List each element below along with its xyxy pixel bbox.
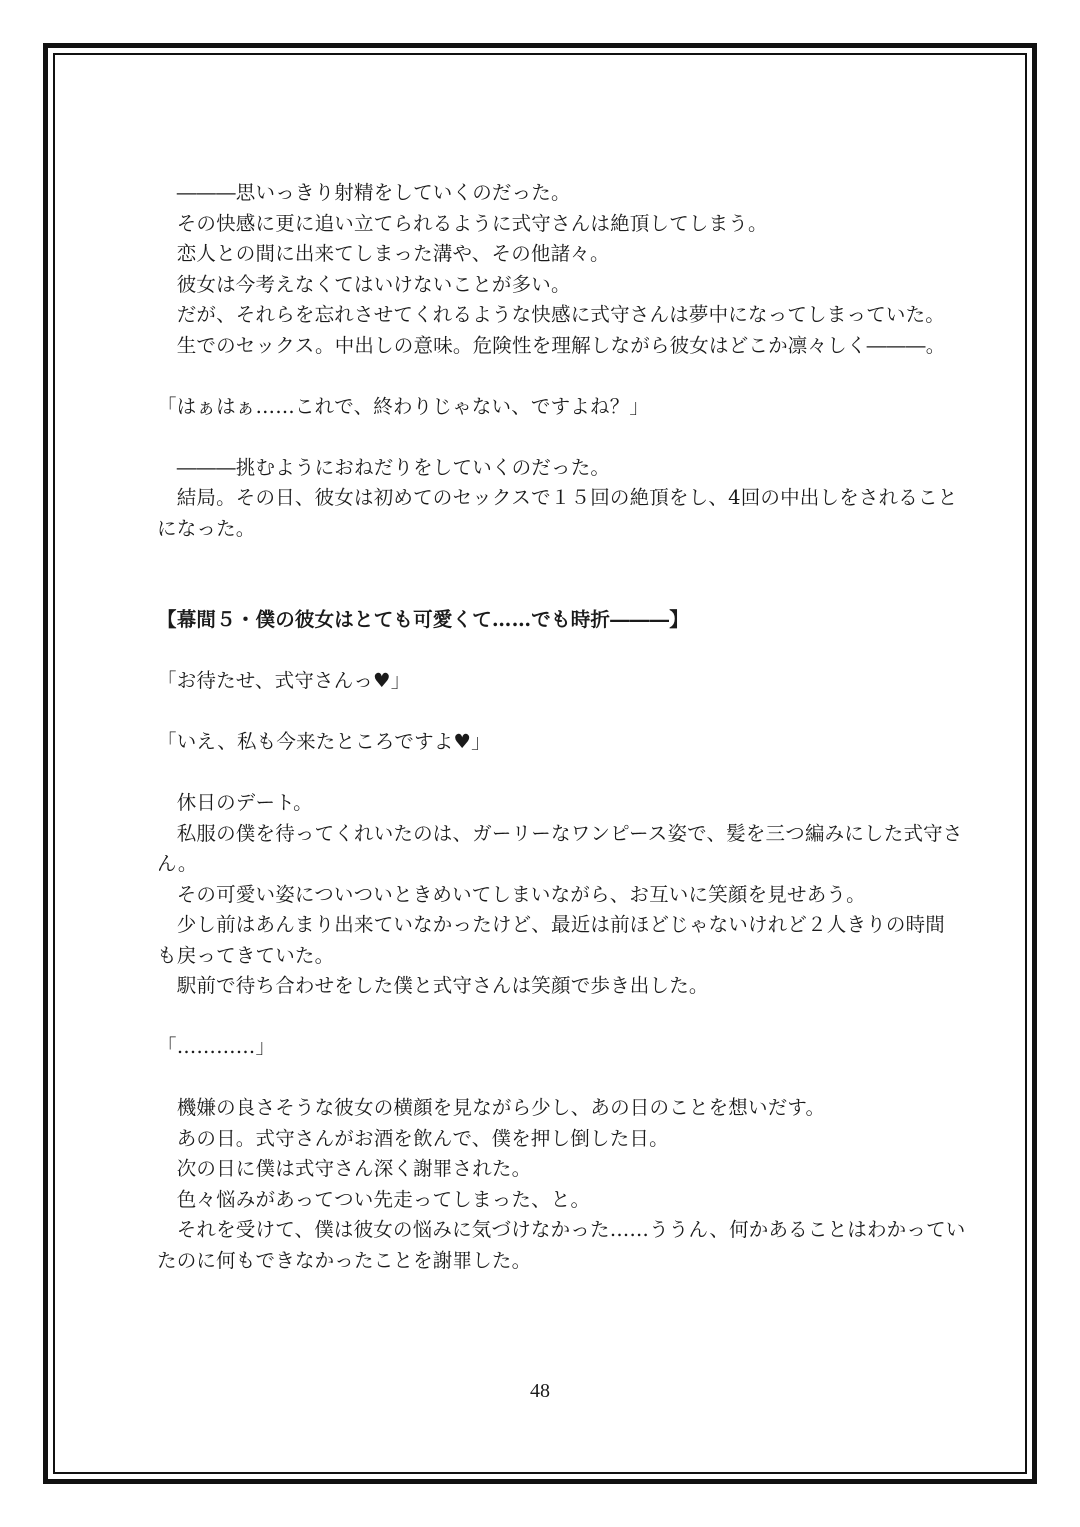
dialogue-line: 「はぁはぁ……これで、終わりじゃない、ですよね？」 xyxy=(157,394,650,418)
text-line: ん。 xyxy=(157,852,198,875)
text-line: 駅前で待ち合わせをした僕と式守さんは笑顔で歩き出した。 xyxy=(157,974,709,997)
text-line: あの日。式守さんがお酒を飲んで、僕を押し倒した日。 xyxy=(157,1126,669,1150)
blank-line xyxy=(157,1063,937,1094)
blank-line xyxy=(157,1002,937,1033)
blank-line xyxy=(157,361,937,392)
text-line: になった。 xyxy=(157,516,256,540)
blank-line xyxy=(157,422,937,453)
text-line: ―――挑むようにおねだりをしていくのだった。 xyxy=(157,455,611,479)
text-line: 私服の僕を待ってくれいたのは、ガーリーなワンピース姿で、髪を三つ編みにした式守さ xyxy=(157,821,963,845)
dialogue-line: 「お待たせ、式守さんっ♥」 xyxy=(157,669,411,692)
blank-line xyxy=(157,758,937,789)
dialogue-line: 「いえ、私も今来たところですよ♥」 xyxy=(157,730,491,753)
text-line: 休日のデート。 xyxy=(157,791,313,814)
text-line: たのに何もできなかったことを謝罪した。 xyxy=(157,1248,532,1272)
section-heading: 【幕間５・僕の彼女はとても可愛くて……でも時折―――】 xyxy=(157,608,689,631)
body-text xyxy=(157,178,966,1276)
text-line: ―――思いっきり射精をしていくのだった。 xyxy=(157,181,571,204)
text-line: 生でのセックス。中出しの意味。危険性を理解しながら彼女はどこか凛々しく―――。 xyxy=(157,333,946,357)
text-line: 結局。その日、彼女は初めてのセックスで１５回の絶頂をし、4回の中出しをされること xyxy=(157,486,958,509)
blank-line xyxy=(157,697,937,728)
text-line: 彼女は今考えなくてはいけないことが多い。 xyxy=(157,272,571,296)
text-line: 次の日に僕は式守さん深く謝罪された。 xyxy=(157,1157,532,1180)
blank-line xyxy=(157,636,937,667)
text-line: その快感に更に追い立てられるように式守さんは絶頂してしまう。 xyxy=(157,211,768,235)
text-line: 少し前はあんまり出来ていなかったけど、最近は前ほどじゃないけれど２人きりの時間 xyxy=(157,913,946,936)
blank-line xyxy=(157,544,937,575)
text-line: 恋人との間に出来てしまった溝や、その他諸々。 xyxy=(157,242,610,265)
text-line: それを受けて、僕は彼女の悩みに気づけなかった……ううん、何かあることはわかってい xyxy=(157,1218,966,1241)
page-number: 48 xyxy=(530,1380,550,1402)
text-line: その可愛い姿についついときめいてしまいながら、お互いに笑顔を見せあう。 xyxy=(157,882,866,906)
text-line: 機嫌の良さそうな彼女の横顔を見ながら少し、あの日のことを想いだす。 xyxy=(157,1096,826,1119)
text-line: 色々悩みがあってつい先走ってしまった、と。 xyxy=(157,1187,591,1211)
blank-line xyxy=(157,575,937,606)
text-line: だが、それらを忘れさせてくれるような快感に式守さんは夢中になってしまっていた。 xyxy=(157,303,946,326)
dialogue-line: 「…………」 xyxy=(157,1035,276,1058)
text-line: も戻ってきていた。 xyxy=(157,943,335,967)
